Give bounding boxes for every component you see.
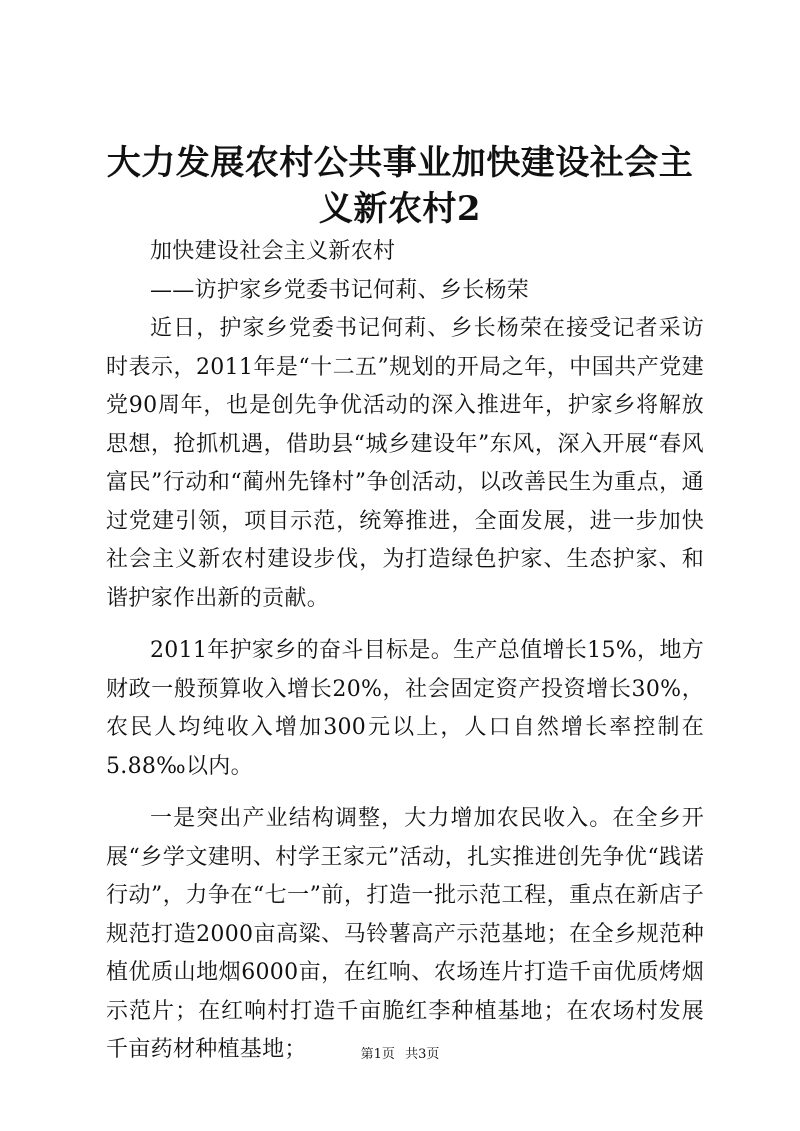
paragraph-goals: 2011年护家乡的奋斗目标是。生产总值增长15%，地方财政一般预算收入增长20%，社会固定资产投资增长30%，农民人均纯收入增加300元以上，人口自然增长率控制在5.88‰以内。 <box>106 638 704 779</box>
document-title: 大力发展农村公共事业加快建设社会主义新农村2 <box>106 143 694 229</box>
page-total: 共3页 <box>405 1047 440 1062</box>
page-footer <box>0 1046 800 1064</box>
page-number: 第1页 <box>360 1047 395 1062</box>
paragraph-intro: 近日，护家乡党委书记何莉、乡长杨荣在接受记者采访时表示，2011年是“十二五”规划的开局之年，中国共产党建党90周年，也是创先争优活动的深入推进年，护家乡将解放思想，抢抓机遇，借助县“城乡建设年”东风，深入开展“春风富民”行动和“蔺州先锋村”争创活动，以改善民生为重点，通过党建引领，项目示范，统筹推进，全面发展，进一步加快社会主义新农村建设步伐，为打造绿色护家、生态护家、和谐护家作出新的贡献。 <box>106 316 704 611</box>
paragraph-subheading: ——访护家乡党委书记何莉、乡长杨荣 <box>150 277 530 303</box>
paragraph-heading: 加快建设社会主义新农村 <box>150 239 396 264</box>
paragraph-industry: 一是突出产业结构调整，大力增加农民收入。在全乡开展“乡学文建明、村学王家元”活动，扎实推进创先争优“践诺行动”，力争在“七一”前，打造一批示范工程，重点在新店子规范打造2000亩高粱、马铃薯高产示范基地；在全乡规范种植优质山地烟6000亩，在红响、农场连片打造千亩优质烤烟示范片；在红响村打造千亩脆红李种植基地；在农场村发展千亩药材种植基地； <box>106 806 704 1062</box>
document-body <box>106 233 704 1070</box>
